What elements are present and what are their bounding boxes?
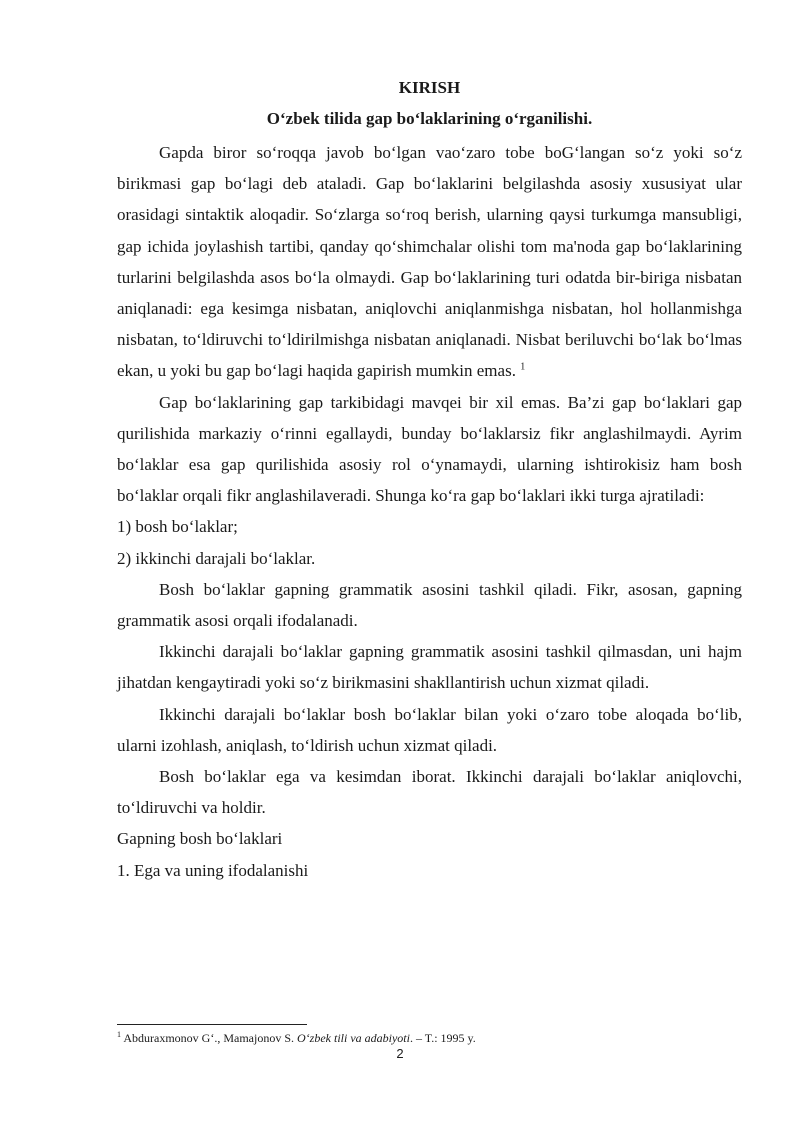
paragraph-1 <box>117 137 742 387</box>
list-item-2: 2) ikkinchi darajali bo‘laklar. <box>117 548 316 568</box>
footnote-rest: . – T.: 1995 y. <box>409 1031 476 1045</box>
page-subtitle: O‘zbek tilida gap bo‘laklarining o‘rganilishi. <box>266 109 593 128</box>
body-text <box>117 137 742 886</box>
footnote-title: O‘zbek tili va adabiyoti <box>297 1031 410 1045</box>
page-number: 2 <box>396 1046 404 1061</box>
footnote-authors: Abduraxmonov G‘., Mamajonov S. <box>121 1031 297 1045</box>
footnote <box>117 1030 742 1046</box>
paragraph-1-text: Gapda biror so‘roqqa javob bo‘lgan vao‘zaro tobe boG‘langan so‘z yoki so‘z birikmasi gap bo‘lagi deb ataladi. Gap bo‘laklarini belgilashda asosiy xususiyat ular orasidagi sintaktik aloqadir. So‘zlarga so‘roq berish, ularning qaysi turkumga mansubligi, gap ichida joylashish tartibi, qanday qo‘shimchalar olishi tom ma'noda gap bo‘laklarining turlarini belgilashda asos bo‘la olmaydi. Gap bo‘laklarining turi odatda bir-biriga nisbatan aniqlanadi: ega kesimga nisbatan, aniqlovchi aniqlanmishga nisbatan, hol hollanmishga nisbatan, to‘ldiruvchi to‘ldirilmishga nisbatan aniqlanadi. Nisbat beriluvchi bo‘lak bo‘lmas ekan, u yoki bu gap bo‘lagi haqida gapirish mumkin emas. <box>117 143 742 381</box>
section-line-2: 1. Ega va uning ifodalanishi <box>117 860 309 880</box>
page-title: KIRISH <box>398 78 461 97</box>
paragraph-2: Gap bo‘laklarining gap tarkibidagi mavqei bir xil emas. Ba’zi gap bo‘laklari gap qurilishida markaziy o‘rinni egallaydi, bunday bo‘laklarsiz fikr anglashilmaydi. Ayrim bo‘laklar esa gap qurilishida asosiy rol o‘ynamaydi, ularning ishtirokisiz ham bosh bo‘laklar orqali fikr anglashilaveradi. Shunga ko‘ra gap bo‘laklari ikki turga ajratiladi: <box>117 392 742 506</box>
paragraph-6: Bosh bo‘laklar ega va kesimdan iborat. Ikkinchi darajali bo‘laklar aniqlovchi, to‘ldiruvchi va holdir. <box>117 767 742 818</box>
footnote-divider <box>117 1024 307 1025</box>
paragraph-5: Ikkinchi darajali bo‘laklar bosh bo‘laklar bilan yoki o‘zaro tobe aloqada bo‘lib, ularni izohlash, aniqlash, to‘ldirish uchun xizmat qiladi. <box>117 704 742 755</box>
paragraph-3: Bosh bo‘laklar gapning grammatik asosini tashkil qiladi. Fikr, asosan, gapning grammatik asosi orqali ifodalanadi. <box>117 579 742 631</box>
section-line-1: Gapning bosh bo‘laklari <box>117 829 283 849</box>
paragraph-4: Ikkinchi darajali bo‘laklar gapning grammatik asosini tashkil qilmasdan, uni hajm jihatdan kengaytiradi yoki so‘z birikmasini shakllantirish uchun xizmat qiladi. <box>117 642 742 693</box>
footnote-reference[interactable]: 1 <box>520 361 526 373</box>
footnote-mark: 1 <box>117 1030 121 1039</box>
list-item-1: 1) bosh bo‘laklar; <box>117 517 238 537</box>
